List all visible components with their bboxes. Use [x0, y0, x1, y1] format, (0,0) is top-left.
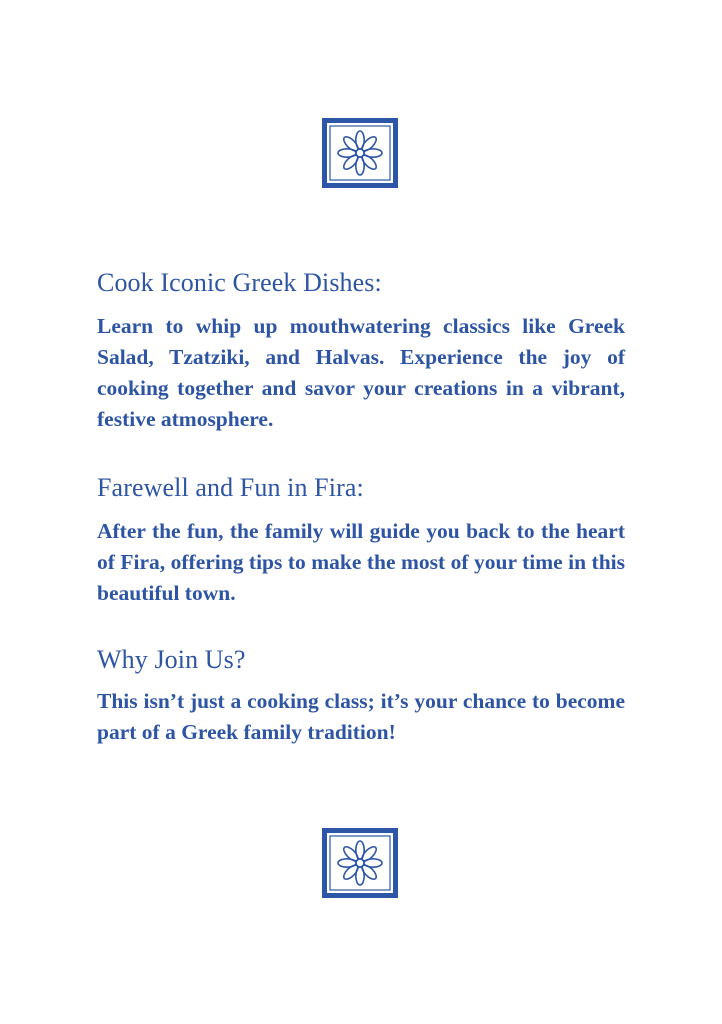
section-body: After the fun, the family will guide you back to the heart of Fira, offering tips to make the most of your time in this beautiful town.	[97, 519, 625, 605]
section-body: This isn’t just a cooking class; it’s your chance to become part of a Greek family tradition!	[97, 689, 625, 744]
section-cook-dishes	[97, 268, 625, 435]
section-body: Learn to whip up mouthwatering classics like Greek Salad, Tzatziki, and Halvas. Experience the joy of cooking together and savor your creations in a vibrant, festive atmosphere.	[97, 314, 625, 431]
section-heading: Cook Iconic Greek Dishes:	[97, 268, 382, 297]
section-farewell	[97, 473, 625, 609]
section-heading: Why Join Us?	[97, 645, 246, 674]
flower-tile-graphic	[322, 828, 398, 898]
section-why-join	[97, 645, 625, 748]
section-heading: Farewell and Fun in Fira:	[97, 473, 364, 502]
flower-tile-icon	[322, 828, 398, 898]
flower-tile-graphic	[322, 118, 398, 188]
flower-tile-icon	[322, 118, 398, 188]
